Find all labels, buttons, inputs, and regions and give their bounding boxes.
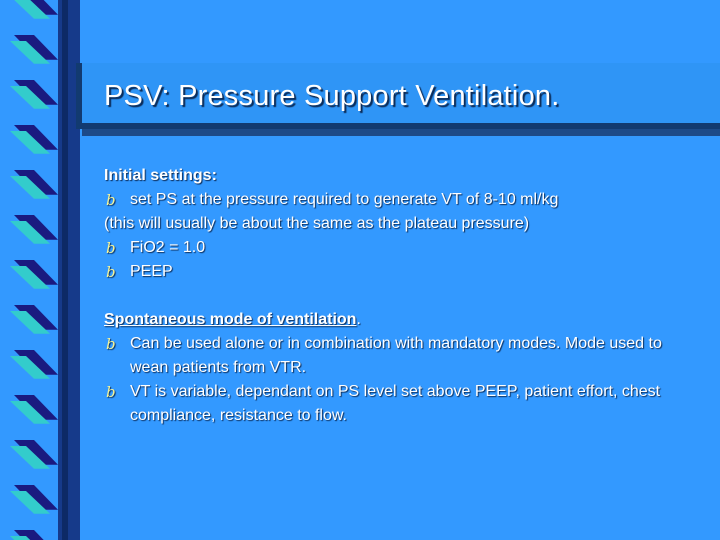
band-edge-inner <box>62 0 68 540</box>
section-heading: Initial settings: <box>104 167 217 184</box>
list-item-text: VT is variable, dependant on PS level set above PEEP, patient effort, chest compliance, resistance to flow. <box>130 383 661 424</box>
list-item <box>104 380 704 428</box>
list-item-text: Can be used alone or in combination with mandatory modes. Mode used to wean patients from VTR. <box>130 335 662 376</box>
section-heading: Spontaneous mode of ventilation. <box>104 311 361 328</box>
section-initial-settings <box>104 164 704 284</box>
slide-title: PSV: Pressure Support Ventilation. <box>104 80 560 112</box>
list-note: (this will usually be about the same as the plateau pressure) <box>104 215 530 232</box>
list-item <box>104 236 704 260</box>
slide-body <box>104 164 704 428</box>
list-item-text: FiO2 = 1.0 <box>130 239 206 256</box>
list-item <box>104 260 704 284</box>
section-spontaneous-mode <box>104 308 704 428</box>
list-item-text: PEEP <box>130 263 173 280</box>
bullet-icon: b <box>106 335 116 353</box>
bullet-icon: b <box>106 263 116 281</box>
list-item <box>104 188 704 212</box>
list-item <box>104 332 704 380</box>
decorative-zigzag-band <box>0 0 80 540</box>
list-item-text: set PS at the pressure required to generate VT of 8-10 ml/kg <box>130 191 559 208</box>
bullet-icon: b <box>106 239 116 257</box>
bullet-icon: b <box>106 191 116 209</box>
bullet-icon: b <box>106 383 116 401</box>
